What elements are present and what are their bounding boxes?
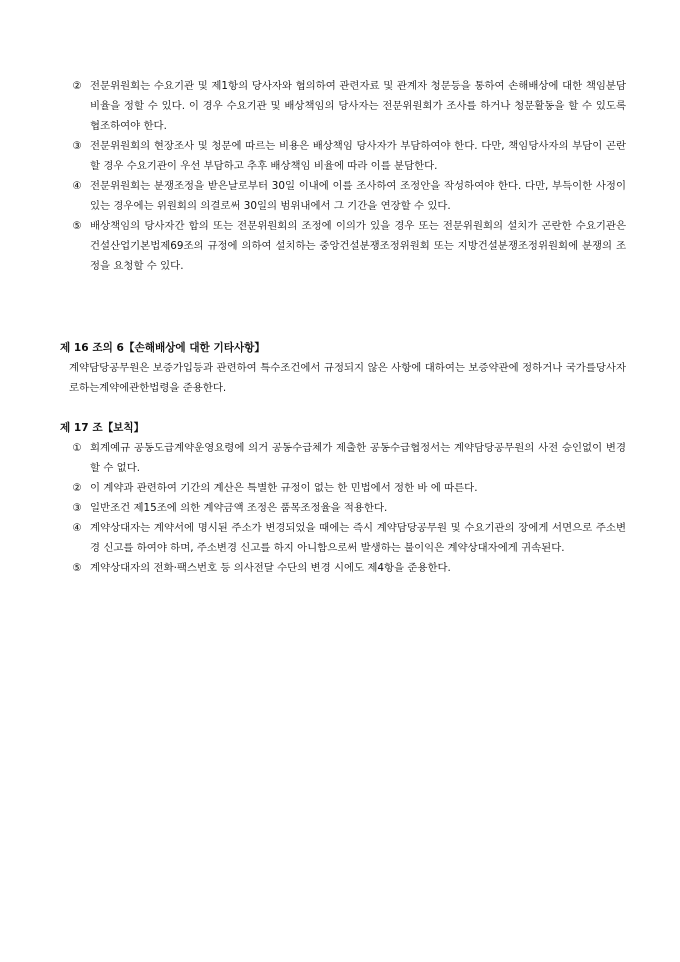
clause-prev-item-4: [60, 176, 626, 216]
clause-17: [60, 418, 626, 578]
item-text: 이 계약과 관련하여 기간의 계산은 특별한 규정이 없는 한 민법에서 정한 바 에 따른다.: [90, 482, 478, 494]
clause-16-6-title: 제 16 조의 6【손해배상에 대한 기타사항】: [60, 342, 266, 354]
item-text: 일반조건 제15조에 의한 계약금액 조정은 품목조정율을 적용한다.: [90, 502, 388, 514]
item-number: ②: [72, 482, 82, 494]
item-number: ⑤: [72, 562, 82, 574]
item-number: ①: [72, 442, 82, 454]
clause-17-item-4: [60, 518, 626, 558]
clause-17-item-3: [60, 498, 626, 518]
clause-16-6: [60, 338, 626, 398]
item-number: ④: [72, 522, 82, 534]
item-text: 계약상대자의 전화·팩스번호 등 의사전달 수단의 변경 시에도 제4항을 준용한다.: [90, 562, 451, 574]
item-number: ③: [72, 140, 82, 152]
item-text: 배상책임의 당사자간 합의 또는 전문위원회의 조정에 이의가 있을 경우 또는 전문위원회의 설치가 곤란한 수요기관은 건설산업기본법제69조의 규정에 의하여 설치하는 중앙건설분쟁조정위원회 또는 지방건설분쟁조정위원회에 분쟁의 조정을 요청할 수 있다.: [90, 220, 626, 272]
clause-prev-item-2: [60, 76, 626, 136]
item-number: ③: [72, 502, 82, 514]
clause-17-item-2: [60, 478, 626, 498]
clause-prev-item-5: [60, 216, 626, 276]
clause-prev-item-3: [60, 136, 626, 176]
item-text: 전문위원회의 현장조사 및 청문에 따르는 비용은 배상책임 당사자가 부담하여야 한다. 다만, 책임당사자의 부담이 곤란할 경우 수요기관이 우선 부담하고 추후 배상책임 비율에 따라 이를 분담한다.: [90, 140, 626, 172]
clause-17-item-1: [60, 438, 626, 478]
item-text: 전문위원회는 수요기관 및 제1항의 당사자와 협의하여 관련자료 및 관계자 청문등을 통하여 손해배상에 대한 책임분담 비율을 정할 수 있다. 이 경우 수요기관 및 배상책임의 당사자는 전문위원회가 조사를 하거나 청문활동을 할 수 있도록 협조하여야 한다.: [90, 80, 626, 132]
item-text: 회계예규 공동도급계약운영요령에 의거 공동수급체가 제출한 공동수급협정서는 계약담당공무원의 사전 승인없이 변경할 수 없다.: [90, 442, 626, 474]
item-text: 계약상대자는 계약서에 명시된 주소가 변경되었을 때에는 즉시 계약담당공무원 및 수요기관의 장에게 서면으로 주소변경 신고를 하여야 하며, 주소변경 신고를 하지 아니함으로써 발생하는 불이익은 계약상대자에게 귀속된다.: [90, 522, 626, 554]
item-number: ⑤: [72, 220, 82, 232]
clause-17-item-5: [60, 558, 626, 578]
item-text: 전문위원회는 분쟁조정을 받은날로부터 30일 이내에 이를 조사하여 조정안을 작성하여야 한다. 다만, 부득이한 사정이 있는 경우에는 위원회의 의결로써 30일의 범위내에서 그 기간을 연장할 수 있다.: [90, 180, 626, 212]
clause-17-title: 제 17 조【보칙】: [60, 422, 145, 434]
clause-16-6-body: 계약담당공무원은 보증가입등과 관련하여 특수조건에서 규정되지 않은 사항에 대하여는 보증약관에 정하거나 국가를당사자로하는계약에관한법령을 준용한다.: [69, 362, 626, 394]
clause-prev-list: [60, 76, 626, 276]
item-number: ④: [72, 180, 82, 192]
item-number: ②: [72, 80, 82, 92]
